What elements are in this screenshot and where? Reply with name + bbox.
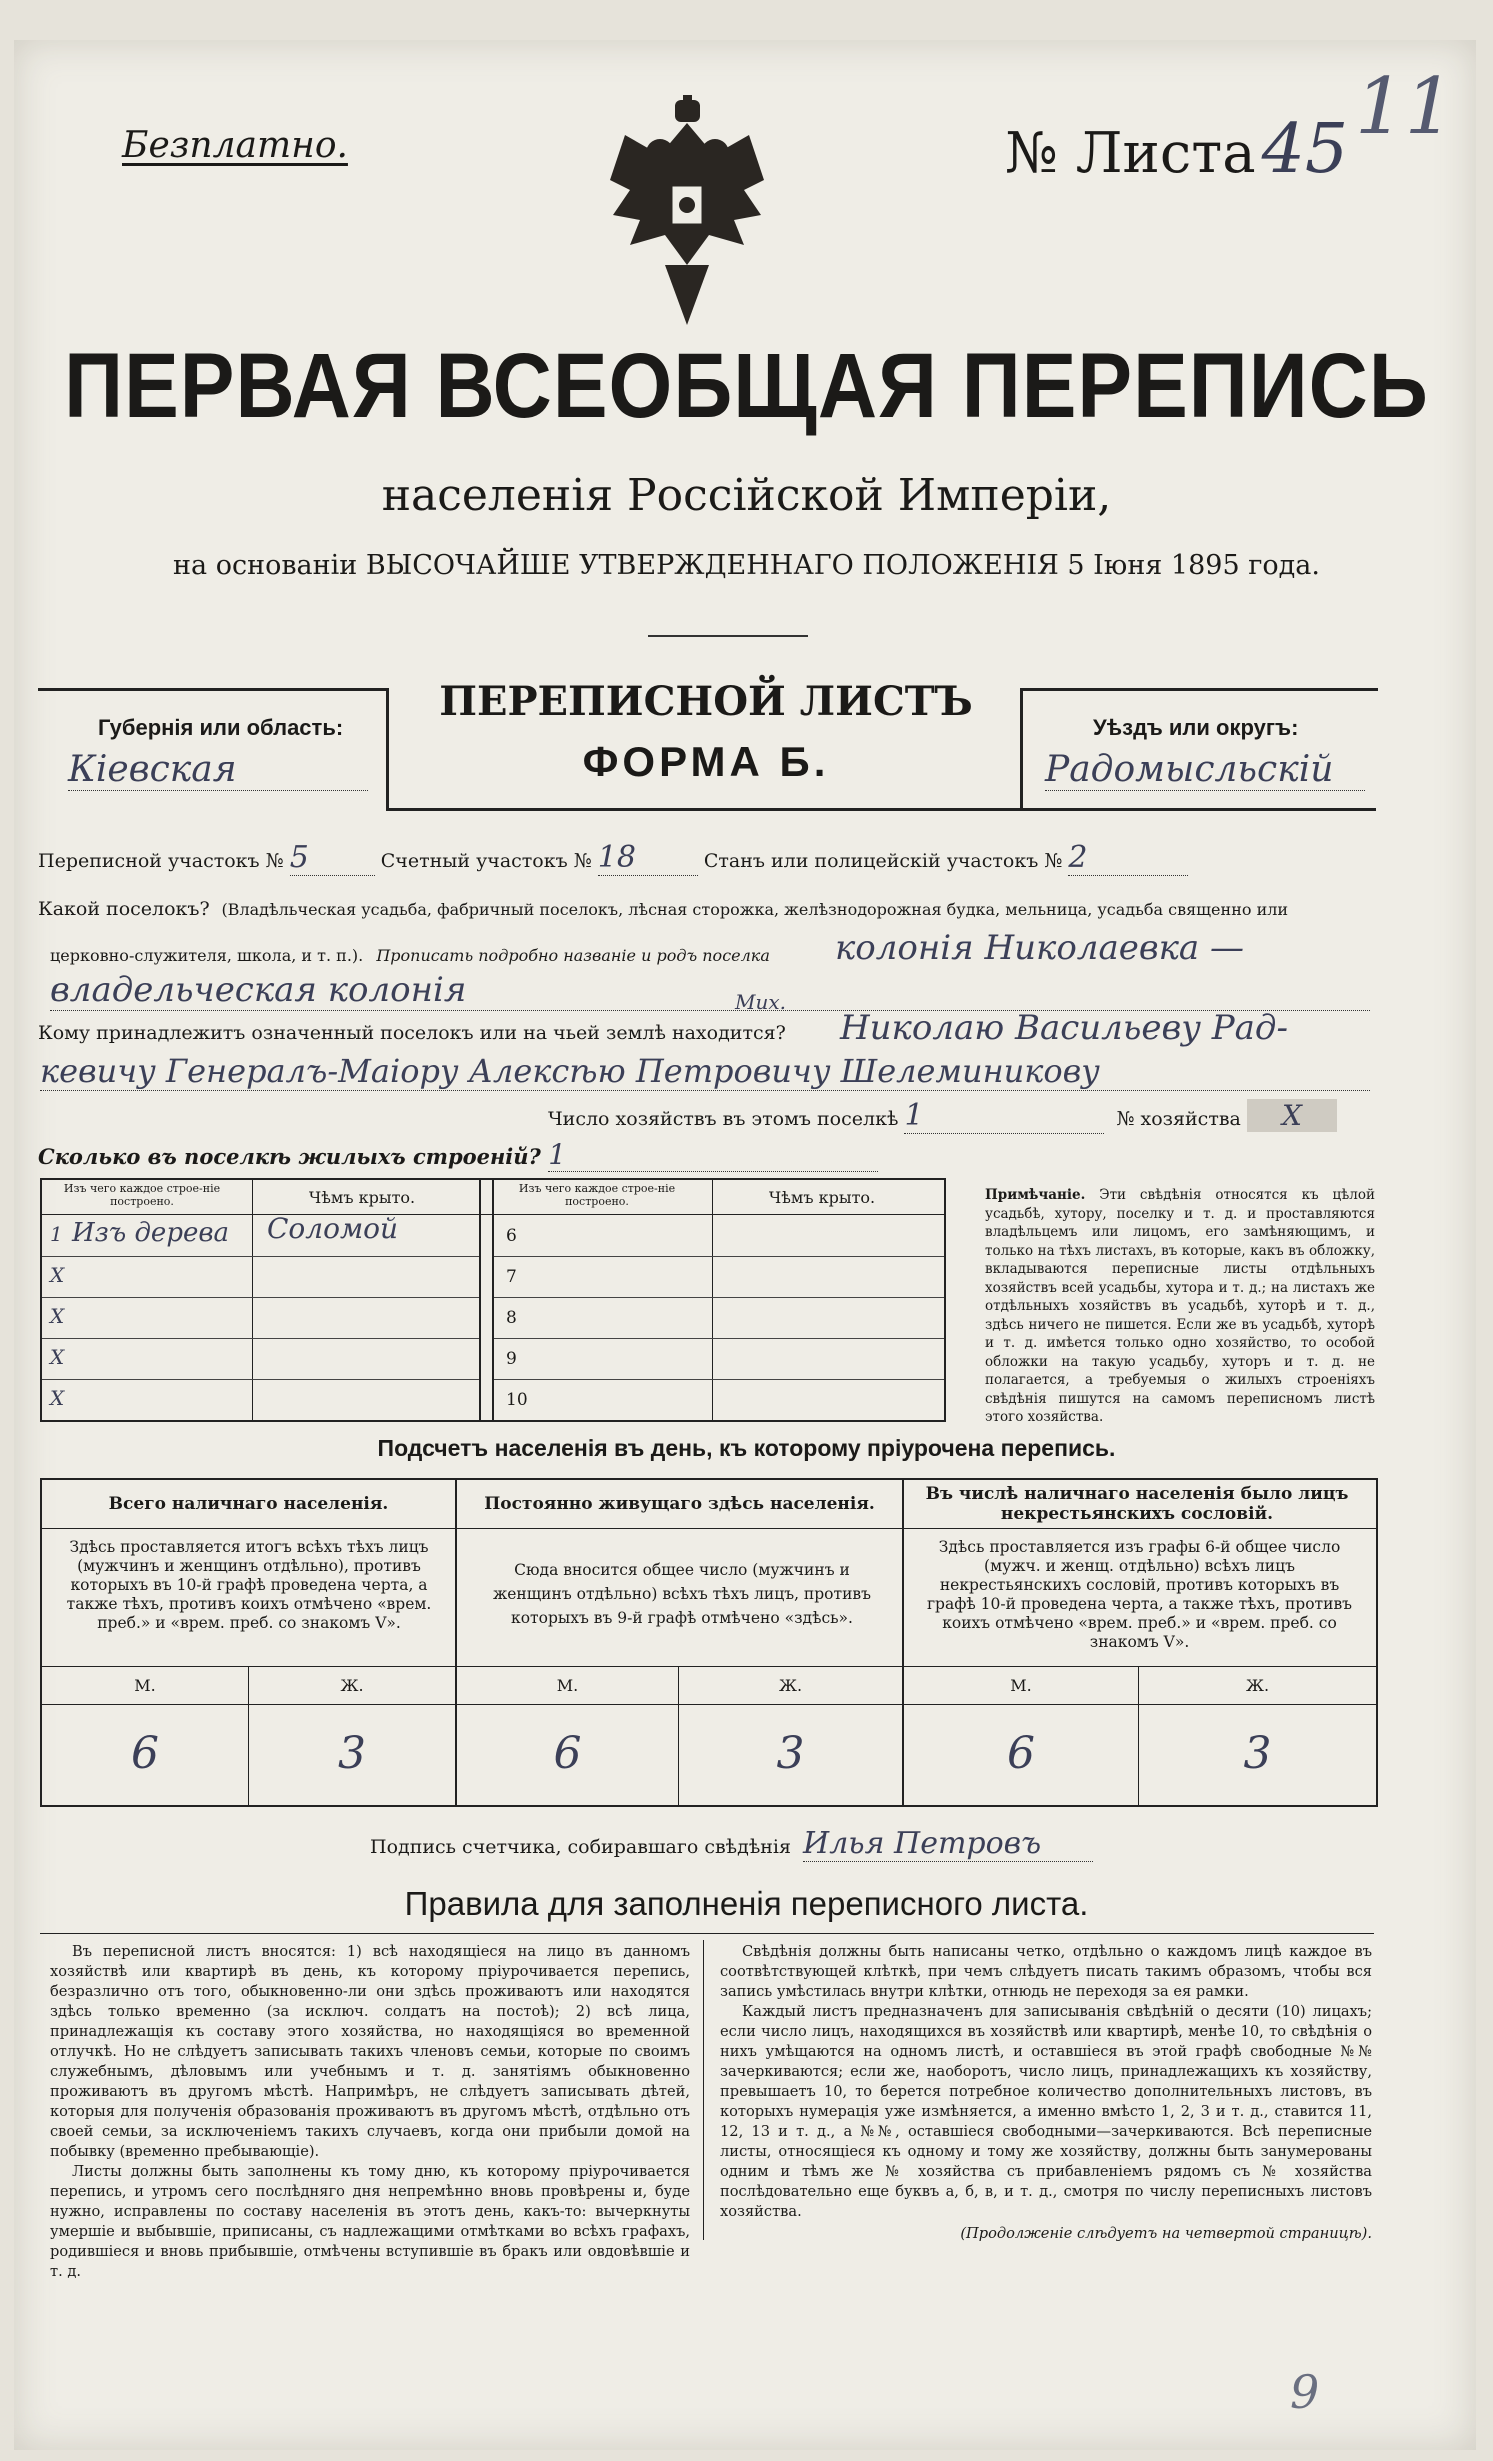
rules-right-column bbox=[720, 1942, 1372, 2244]
population-col3-head: Въ числѣ наличнаго населенія было лицъ некрестьянскихъ сословій. bbox=[925, 1484, 1349, 1524]
m-label: М. bbox=[1010, 1676, 1032, 1695]
buildings-table bbox=[40, 1178, 946, 1422]
police-area-label: Станъ или полицейскій участокъ № bbox=[703, 850, 1063, 872]
free-label: Безплатно. bbox=[122, 125, 348, 166]
buildings-table-left-header-material: Изъ чего каждое строе-ніе построено. bbox=[63, 1182, 221, 1208]
settlement-value-2: владельческая колонія bbox=[50, 970, 1370, 1011]
list-item bbox=[494, 1216, 944, 1257]
list-item bbox=[494, 1257, 944, 1298]
households-line bbox=[548, 1098, 1337, 1134]
count-area-label: Счетный участокъ № bbox=[380, 850, 592, 872]
m-label: М. bbox=[556, 1676, 579, 1695]
buildings-left-rows bbox=[42, 1212, 479, 1420]
row-number: 7 bbox=[506, 1267, 517, 1287]
double-headed-eagle-emblem bbox=[605, 95, 770, 335]
owner-value-1: Николаю Васильеву Рад- bbox=[840, 1008, 1288, 1048]
settlement-instruction: Прописать подробно названіе и родъ поселка bbox=[376, 946, 770, 965]
list-item bbox=[494, 1298, 944, 1339]
buildings-table-right-header-material: Изъ чего каждое строе-ніе построено. bbox=[518, 1182, 676, 1208]
census-basis: на основаніи ВЫСОЧАЙШЕ УТВЕРЖДЕННАГО ПОЛОЖЕНІЯ 5 Іюня 1895 года. bbox=[173, 550, 1320, 581]
divider bbox=[648, 635, 808, 637]
buildings-right-rows bbox=[494, 1216, 944, 1420]
owner-question: Кому принадлежитъ означенный поселокъ или на чьей землѣ находится? bbox=[38, 1022, 786, 1044]
population-title: Подсчетъ населенія въ день, къ которому пріурочена перепись. bbox=[377, 1435, 1116, 1461]
row-number: X bbox=[50, 1263, 65, 1287]
permanent-women: 3 bbox=[776, 1728, 805, 1779]
area-line bbox=[38, 840, 1188, 876]
form-title: ПЕРЕПИСНОЙ ЛИСТЪ bbox=[439, 678, 973, 725]
district-value: Радомысльскій bbox=[1045, 749, 1365, 791]
f-label: Ж. bbox=[778, 1676, 803, 1695]
non-peasant-women: 3 bbox=[1243, 1728, 1272, 1779]
row-number: X bbox=[50, 1386, 65, 1410]
sheet-number-label: № Листа bbox=[1005, 121, 1256, 186]
list-item bbox=[494, 1339, 944, 1380]
population-table bbox=[40, 1478, 1378, 1807]
list-item bbox=[42, 1212, 479, 1257]
household-no-value: X bbox=[1247, 1099, 1337, 1132]
row-number: 8 bbox=[506, 1308, 517, 1328]
district-label: Уѣздъ или округъ: bbox=[1093, 715, 1299, 740]
buildings-line bbox=[38, 1138, 878, 1172]
row-number: X bbox=[50, 1304, 65, 1328]
note bbox=[985, 1186, 1375, 1427]
row-number: 9 bbox=[506, 1349, 517, 1369]
settlement-question: Какой поселокъ? bbox=[38, 898, 210, 920]
settlement-hint: (Владѣльческая усадьба, фабричный поселокъ, лѣсная сторожка, желѣзнодорожная будка, мельница, усадьба священно или bbox=[221, 900, 1289, 919]
corner-mark: 11 bbox=[1355, 62, 1455, 152]
row-number: X bbox=[50, 1345, 65, 1369]
rules-continued: (Продолженіе слѣдуетъ на четвертой страницѣ). bbox=[960, 2225, 1372, 2242]
total-present-men: 6 bbox=[131, 1728, 159, 1779]
total-present-women: 3 bbox=[338, 1728, 366, 1779]
list-item bbox=[42, 1298, 479, 1339]
settlement-value-1: колонія Николаевка — bbox=[835, 928, 1245, 968]
signature-line bbox=[370, 1826, 1093, 1862]
row-number: 10 bbox=[506, 1390, 528, 1410]
row-number: 6 bbox=[506, 1226, 517, 1246]
list-item bbox=[494, 1380, 944, 1420]
permanent-men: 6 bbox=[553, 1728, 582, 1779]
note-label: Примѣчаніе. bbox=[985, 1187, 1086, 1203]
owner-value-over: Мих. bbox=[735, 990, 786, 1014]
population-col2-text: Сюда вносится общее число (мужчинъ и женщинъ отдѣльно) всѣхъ тѣхъ лицъ, противъ которыхъ въ 9-й графѣ отмѣчено «здѣсь». bbox=[492, 1561, 872, 1627]
household-no-label: № хозяйства bbox=[1116, 1108, 1241, 1130]
archive-page-number: 9 bbox=[1290, 2365, 1320, 2419]
buildings-value: 1 bbox=[548, 1138, 878, 1172]
rules-column-divider bbox=[703, 1940, 704, 2240]
list-item bbox=[42, 1257, 479, 1298]
non-peasant-men: 6 bbox=[1007, 1728, 1035, 1779]
signature-label: Подпись счетчика, собиравшаго свѣдѣнія bbox=[370, 1836, 791, 1858]
row-number: 1 bbox=[50, 1222, 63, 1246]
rules-top-rule bbox=[40, 1933, 1374, 1934]
census-title: ПЕРВАЯ ВСЕОБЩАЯ ПЕРЕПИСЬ bbox=[64, 335, 1429, 438]
rules-left-paragraph-1: Въ переписной листъ вносятся: 1) всѣ находящіеся на лицо въ данномъ хозяйствѣ или квартирѣ въ день, къ которому пріурочивается перепись, безразлично отъ того, обыкновенно-ли они здѣсь проживаютъ или находятся здѣсь только временно (за исключ. солдатъ на постоѣ); 2) всѣ лица, принадлежащія къ составу этого хозяйства, но находящіяся во временной отлучкѣ. Но не слѣдуетъ записывать такихъ членовъ семьи, которые по своимъ служебнымъ, дѣловымъ или учебнымъ и т. д. занятіямъ обыкновенно проживаютъ въ другомъ мѣстѣ. Напримѣръ, не слѣдуетъ записывать дѣтей, которыя для полученія образованія проживаютъ въ другомъ мѣстѣ, отдѣльно отъ своей семьи, за исключеніемъ такихъ случаевъ, когда они прибыли домой на побывку (временно пребывающіе). bbox=[50, 1943, 690, 2160]
rules-left-paragraph-2: Листы должны быть заполнены къ тому дню, къ которому пріурочивается перепись, и утромъ сего послѣдняго дня непремѣнно вновь провѣрены и, буде нужно, исправлены по составу населенія въ этотъ день, какъ-то: вычеркнуты умершіе и выбывшіе, приписаны, съ надлежащими отмѣтками во всѣхъ графахъ, родившіеся и вновь прибывшіе, отмѣчены вступившіе въ бракъ или овдовѣвшіе и т. д. bbox=[50, 2163, 690, 2280]
province-label: Губернія или область: bbox=[98, 715, 344, 740]
sheet-number bbox=[1005, 110, 1348, 189]
row-material: Изъ дерева bbox=[72, 1218, 229, 1248]
buildings-table-left-header-roof: Чѣмъ крыто. bbox=[308, 1188, 416, 1207]
owner-value-2: кевичу Генералъ-Маіору Алексѣю Петровичу Шелеминикову bbox=[40, 1052, 1370, 1091]
buildings-label: Сколько въ поселкѣ жилыхъ строеній? bbox=[38, 1144, 541, 1169]
sheet-number-value: 45 bbox=[1261, 110, 1349, 189]
census-area-value: 5 bbox=[290, 840, 375, 876]
list-item bbox=[42, 1380, 479, 1420]
police-area-value: 2 bbox=[1068, 840, 1188, 876]
households-value: 1 bbox=[904, 1098, 1104, 1134]
signature-value: Илья Петровъ bbox=[803, 1826, 1093, 1862]
households-label: Число хозяйствъ въ этомъ поселкѣ bbox=[548, 1108, 899, 1130]
province-box bbox=[38, 688, 389, 811]
rules-right-paragraph-2: Каждый листъ предназначенъ для записыванія свѣдѣній о десяти (10) лицахъ; если число лицъ, находящихся въ хозяйствѣ или квартирѣ, менѣе 10, то свѣдѣнія о нихъ умѣщаются на одномъ листѣ, и оставшіеся въ этой графѣ свободные №№ зачеркиваются; если же, наоборотъ, число лицъ, принадлежащихъ къ хозяйству, превышаетъ 10, то берется потребное количество дополнительныхъ листовъ, въ которыхъ нумерація уже измѣняется, а именно вмѣсто 1, 2, 3 и т. д., ставится 11, 12, 13 и т. д., а №№, оставшіеся свободными—зачеркиваются. Всѣ переписные листы, относящіеся къ одному и тому же хозяйству, должны быть занумерованы одним и тѣмъ же № хозяйства съ прибавленіемъ рядомъ съ № хозяйства послѣдовательно еще буквъ а, б, в, и т. д., смотря по числу переписныхъ листовъ хозяйства. bbox=[720, 2003, 1372, 2220]
census-subtitle: населенія Россійской Имперіи, bbox=[381, 470, 1112, 521]
f-label: Ж. bbox=[1245, 1676, 1270, 1695]
population-col2-head: Постоянно живущаго здѣсь населенія. bbox=[484, 1494, 875, 1514]
m-label: М. bbox=[134, 1676, 156, 1695]
note-text: Эти свѣдѣнія относятся къ цѣлой усадьбѣ, хутору, поселку и т. д. и проставляются владѣльцемъ или лицомъ, его замѣняющимъ, и только на тѣхъ листахъ, въ которые, какъ въ обложку, вкладываются переписные листы отдѣльныхъ хозяйствъ всей усадьбы, хутора и т. д.; на листахъ же отдѣльныхъ хозяйствъ въ усадьбѣ, хуторѣ и т. д., здѣсь ничего не пишется. Если же въ усадьбѣ, хуторѣ и т. д. имѣется только одно хозяйство, то особой обложки на такую усадьбу, хуторъ и т. д. не полагается, а требуемыя о жилыхъ строеніяхъ свѣдѣнія пишутся на самомъ переписномъ листѣ этого хозяйства. bbox=[985, 1187, 1375, 1425]
census-area-label: Переписной участокъ № bbox=[38, 850, 284, 872]
settlement-hint2: церковно-служителя, школа, и т. п.). bbox=[50, 946, 364, 965]
form-rule bbox=[386, 808, 1376, 811]
settlement-hint-line bbox=[50, 946, 770, 965]
f-label: Ж. bbox=[340, 1676, 364, 1695]
count-area-value: 18 bbox=[598, 840, 698, 876]
rules-title: Правила для заполненія переписного листа. bbox=[404, 1885, 1089, 1922]
row-roof: Соломой bbox=[267, 1212, 399, 1245]
form-name: ФОРМА Б. bbox=[582, 738, 830, 785]
province-value: Кіевская bbox=[68, 749, 368, 791]
population-col1-text: Здѣсь проставляется итогъ всѣхъ тѣхъ лицъ (мужчинъ и женщинъ отдѣльно), противъ которыхъ въ 10-й графѣ проведена черта, а также тѣхъ, противъ коихъ отмѣчено «врем. преб.» и «врем. преб. со знакомъ V». bbox=[66, 1538, 432, 1632]
population-col3-text: Здѣсь проставляется изъ графы 6-й общее число (мужч. и женщ. отдѣльно) всѣхъ лицъ некрестьянскихъ сословій, противъ которыхъ въ графѣ 10-й проведена черта, а также тѣхъ, противъ коихъ отмѣчено «врем. преб.» и «врем. преб. со знакомъ V». bbox=[926, 1538, 1353, 1651]
population-col1-head: Всего наличнаго населенія. bbox=[108, 1494, 389, 1514]
list-item bbox=[42, 1339, 479, 1380]
settlement-question-line bbox=[38, 898, 1288, 920]
rules-right-paragraph-1: Свѣдѣнія должны быть написаны четко, отдѣльно о каждомъ лицѣ каждое въ соотвѣтствующей клѣткѣ, при чемъ слѣдуетъ писать такимъ образомъ, чтобы вся запись умѣстилась внутри клѣтки, отнюдь не переходя за ея рамки. bbox=[720, 1943, 1372, 2000]
rules-left-column bbox=[50, 1942, 690, 2282]
district-box bbox=[1020, 688, 1378, 811]
buildings-table-right-header-roof: Чѣмъ крыто. bbox=[768, 1188, 876, 1207]
